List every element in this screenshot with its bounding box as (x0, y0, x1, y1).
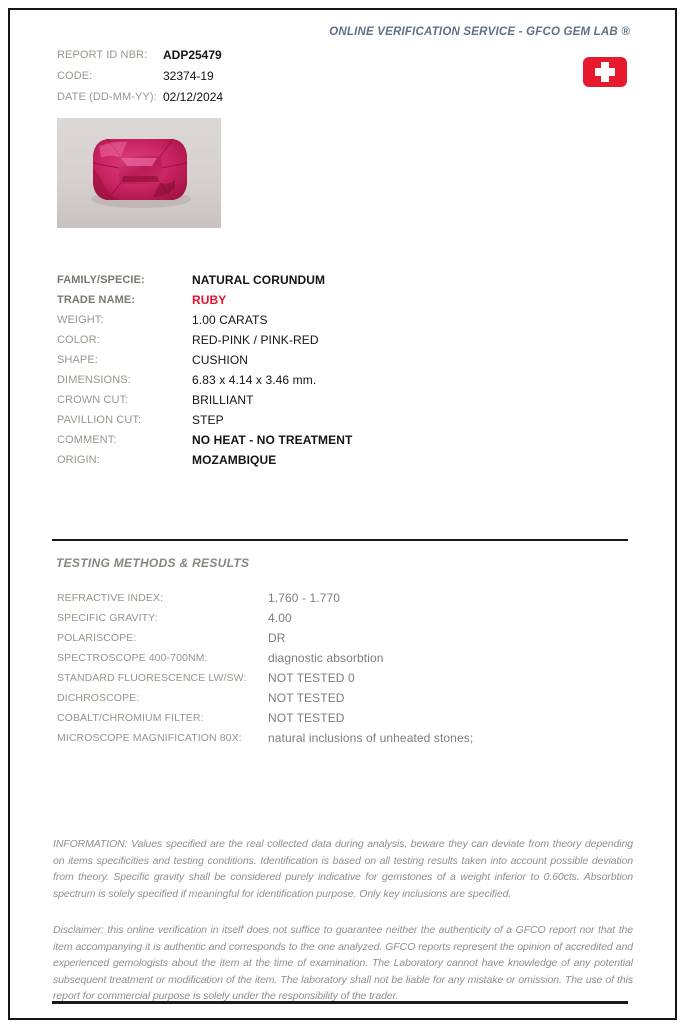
testing-row-dichroscope (57, 688, 473, 708)
weight-value: 1.00 CARATS (192, 313, 268, 327)
color-label: COLOR: (57, 334, 100, 346)
detail-row-family (57, 270, 352, 290)
report-id-value: ADP25479 (163, 47, 222, 62)
polariscope-value: DR (268, 631, 286, 645)
weight-label: WEIGHT: (57, 314, 104, 326)
detail-row-color (57, 330, 352, 350)
detail-row-origin (57, 450, 352, 470)
disclaimer-paragraph: Disclaimer: this online verification in itself does not suffice to guarantee neither the authenticity of a GFCO report nor that the item accompanying it is authentic and corresponds to the one analyzed. GFCO reports represent the opinion of accredited and experienced gemologists about the item at the time of examination. The Laboratory cannot have knowledge of any potential subsequent treatment or modification of the item. The laboratory shall not be liable for any mistake or omission. The use of this report for commercial purpose is solely under the responsibility of the trader. (53, 924, 633, 1002)
pavillion-cut-label: PAVILLION CUT: (57, 414, 142, 426)
detail-row-dimensions (57, 370, 352, 390)
refractive-index-value: 1.760 - 1.770 (268, 591, 341, 605)
color-value: RED-PINK / PINK-RED (192, 333, 319, 347)
detail-row-comment (57, 430, 352, 450)
bottom-rule-line (52, 1001, 628, 1004)
section-divider-line (52, 539, 628, 541)
refractive-index-label: REFRACTIVE INDEX: (57, 592, 164, 604)
testing-row-spectroscope (57, 648, 473, 668)
dimensions-label: DIMENSIONS: (57, 374, 131, 386)
specific-gravity-label: SPECIFIC GRAVITY: (57, 612, 158, 624)
swiss-cross-horizontal (595, 68, 615, 76)
report-header-fields (57, 44, 223, 107)
family-label: FAMILY/SPECIE: (57, 274, 145, 286)
shape-label: SHAPE: (57, 354, 98, 366)
comment-label: COMMENT: (57, 434, 117, 446)
shape-value: CUSHION (192, 353, 249, 367)
information-paragraph: INFORMATION: Values specified are the real collected data during analysis, beware they can deviate from theory depending on items specificities and testing conditions. Identification is based on all testing results taken into account possible deviation from theory. Specific gravity shall be considered purely indicative for gemstones of a weight inferior to 0.60cts. Absorbtion spectrum is solely specified if meaningful for identification purpose. Only key inclusions are specified. (53, 838, 633, 900)
comment-value: NO HEAT - NO TREATMENT (192, 433, 353, 447)
report-id-label: REPORT ID NBR: (57, 48, 148, 61)
spectroscope-label: SPECTROSCOPE 400-700NM: (57, 652, 208, 664)
detail-row-shape (57, 350, 352, 370)
testing-row-fluorescence (57, 668, 473, 688)
microscope-value: natural inclusions of unheated stones; (268, 731, 474, 745)
code-row (57, 65, 223, 86)
service-title: ONLINE VERIFICATION SERVICE - GFCO GEM LAB ® (329, 26, 630, 38)
gem-photo (57, 118, 221, 228)
fluorescence-label: STANDARD FLUORESCENCE LW/SW: (57, 672, 247, 684)
detail-row-crown-cut (57, 390, 352, 410)
testing-results-section (57, 588, 473, 748)
testing-section-title: TESTING METHODS & RESULTS (56, 556, 250, 570)
dichroscope-value: NOT TESTED (268, 691, 345, 705)
testing-row-cobalt-filter (57, 708, 473, 728)
crown-cut-value: BRILLIANT (192, 393, 254, 407)
date-label: DATE (DD-MM-YY): (57, 90, 157, 103)
pavillion-cut-value: STEP (192, 413, 224, 427)
dimensions-value: 6.83 x 4.14 x 3.46 mm. (192, 373, 317, 387)
spectroscope-value: diagnostic absorbtion (268, 651, 384, 665)
dichroscope-label: DICHROSCOPE: (57, 692, 140, 704)
fluorescence-value: NOT TESTED 0 (268, 671, 355, 685)
specific-gravity-value: 4.00 (268, 611, 292, 625)
family-value: NATURAL CORUNDUM (192, 273, 326, 287)
detail-row-trade-name (57, 290, 352, 310)
report-id-row (57, 44, 223, 65)
swiss-flag-icon (583, 57, 627, 87)
trade-name-label: TRADE NAME: (57, 294, 136, 306)
testing-row-polariscope (57, 628, 473, 648)
crown-cut-label: CROWN CUT: (57, 394, 129, 406)
date-value: 02/12/2024 (163, 89, 224, 104)
code-label: CODE: (57, 69, 93, 82)
cobalt-filter-label: COBALT/CHROMIUM FILTER: (57, 712, 204, 724)
detail-row-weight (57, 310, 352, 330)
date-row (57, 86, 223, 107)
testing-row-specific-gravity (57, 608, 473, 628)
detail-row-pavillion-cut (57, 410, 352, 430)
cobalt-filter-value: NOT TESTED (268, 711, 345, 725)
testing-row-refractive-index (57, 588, 473, 608)
testing-row-microscope (57, 728, 473, 748)
polariscope-label: POLARISCOPE: (57, 632, 137, 644)
microscope-label: MICROSCOPE MAGNIFICATION 80X: (57, 732, 242, 744)
origin-value: MOZAMBIQUE (192, 453, 277, 467)
origin-label: ORIGIN: (57, 454, 100, 466)
ruby-gem-illustration (57, 118, 221, 228)
trade-name-value: RUBY (192, 293, 227, 307)
gem-details-section (57, 270, 352, 470)
code-value: 32374-19 (163, 68, 214, 83)
